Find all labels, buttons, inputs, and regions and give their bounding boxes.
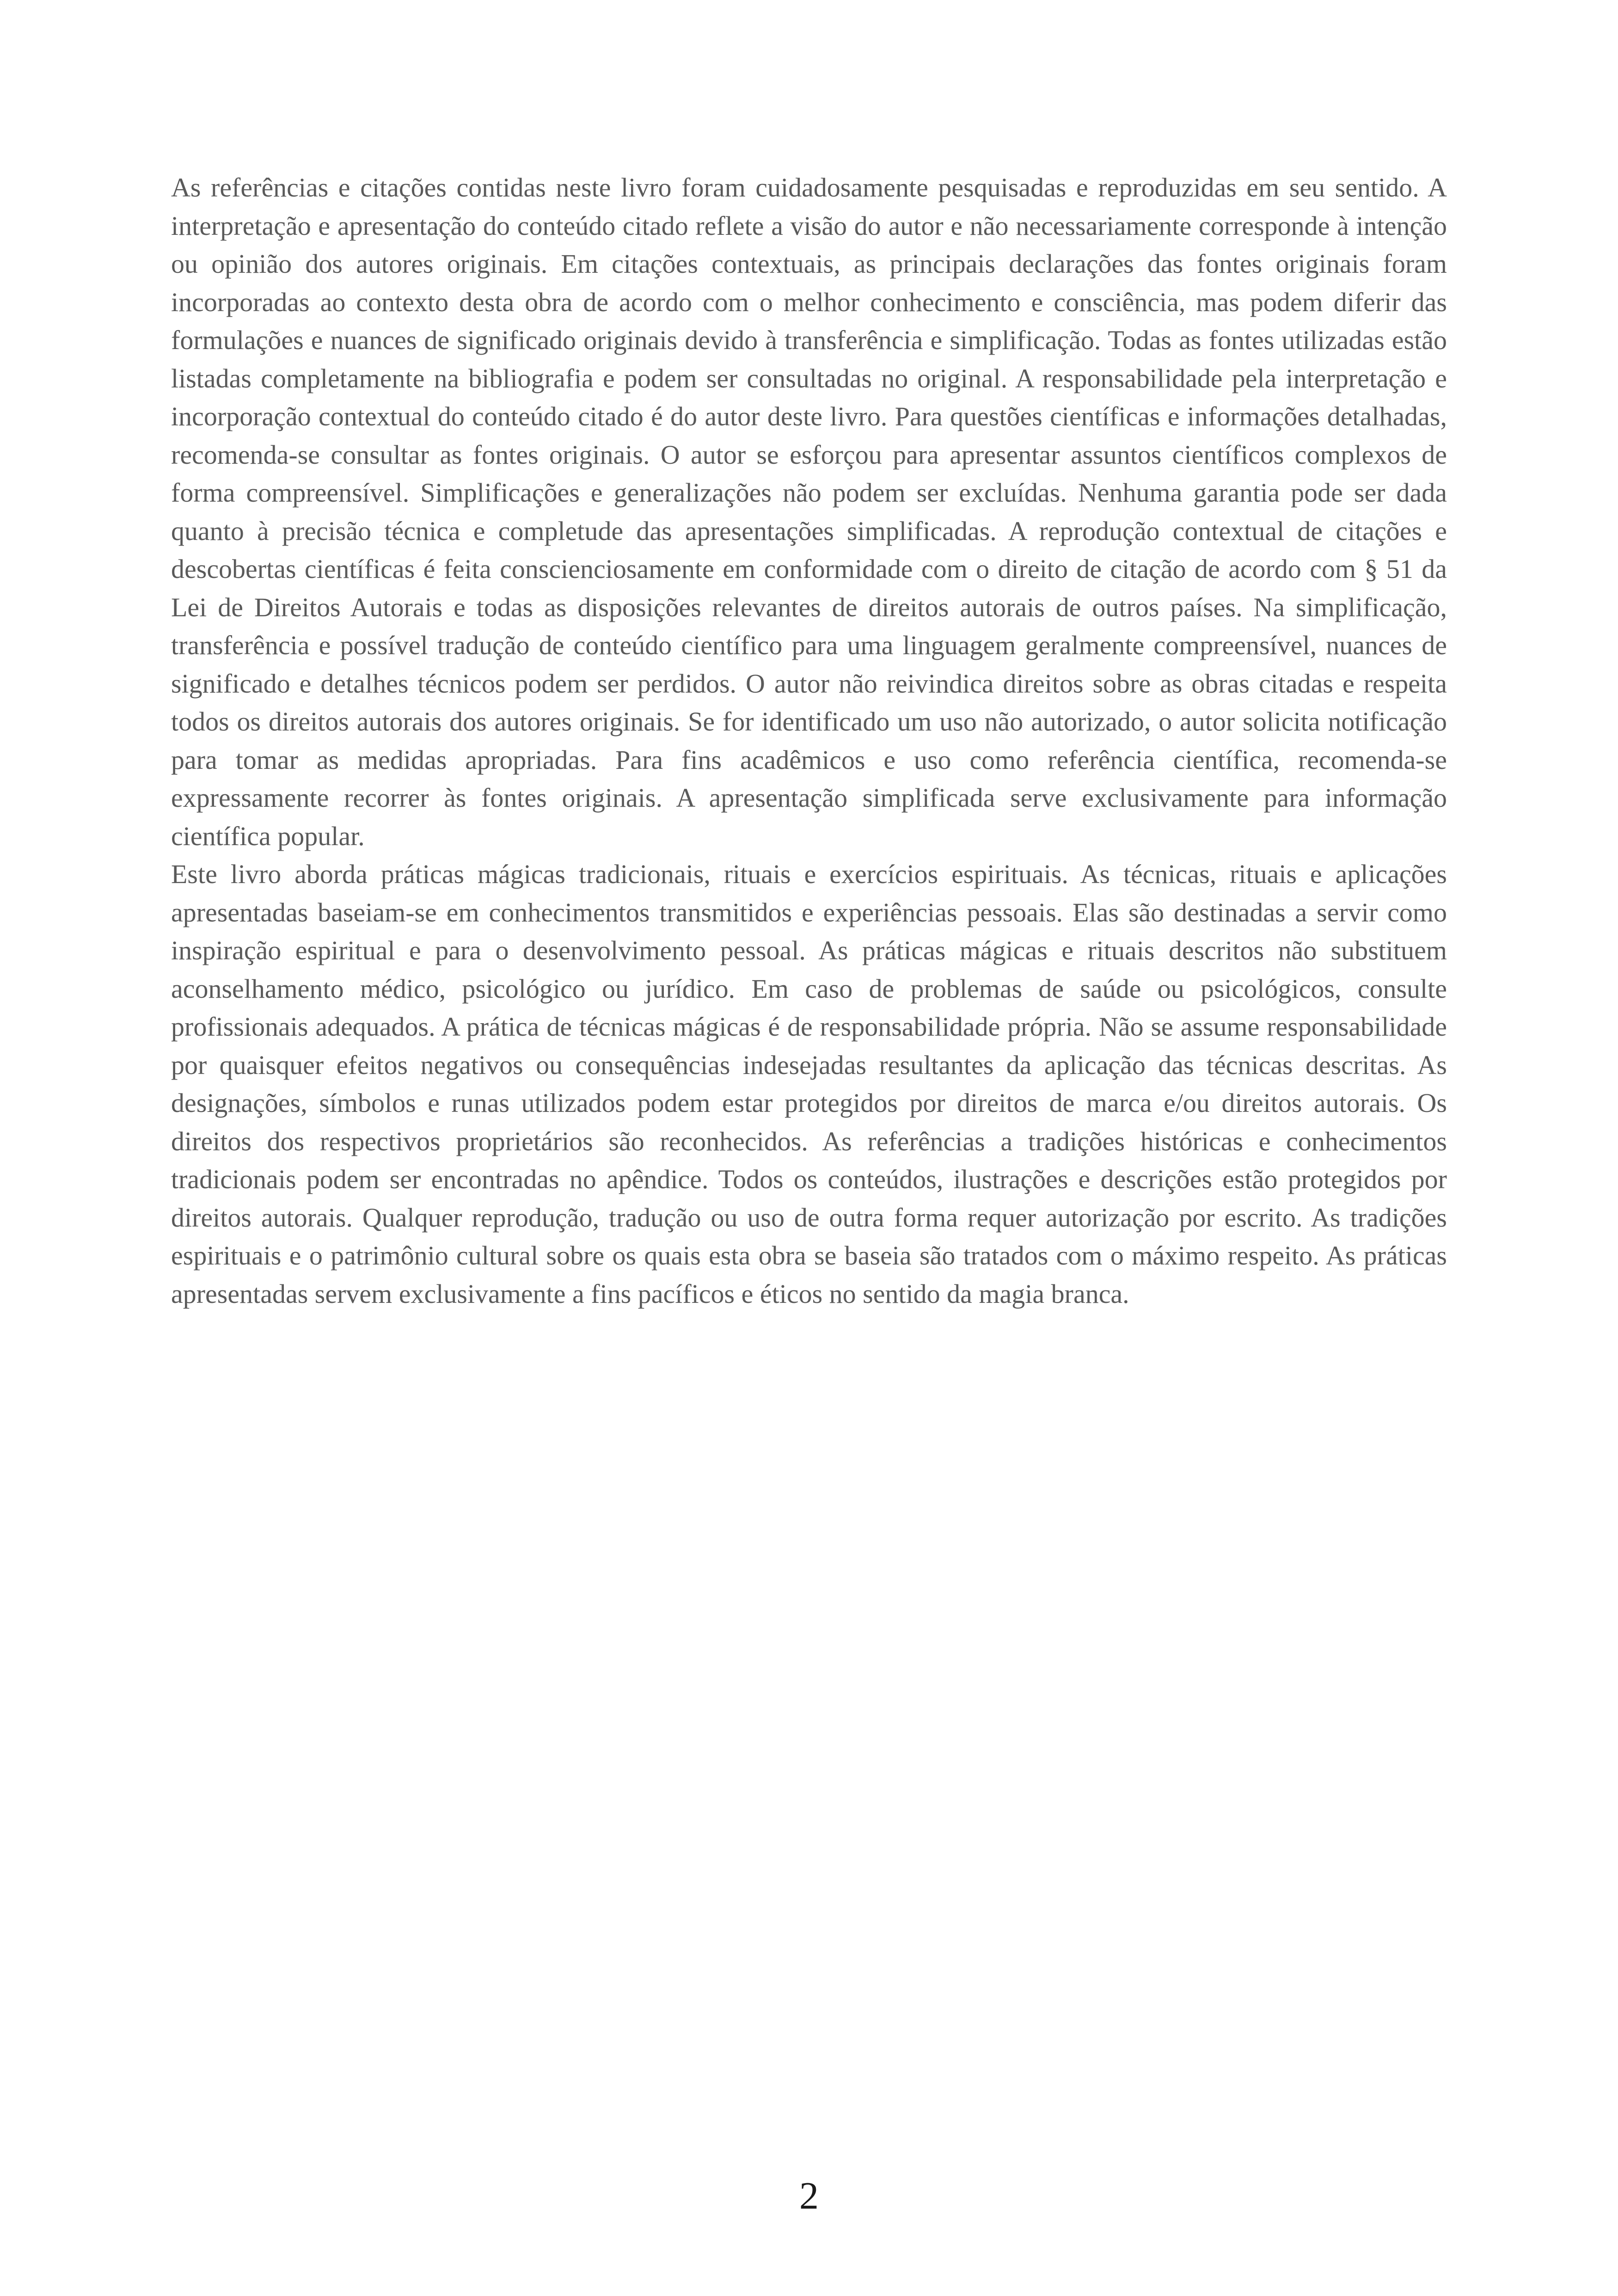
page-number: 2 <box>799 2174 819 2217</box>
paragraph-magic-practices-disclaimer: Este livro aborda práticas mágicas tradicionais, rituais e exercícios espirituais. As técnicas, rituais e aplicações apresentadas baseiam-se em conhecimentos transmitidos e experiências pessoais. Elas são destinadas a servir como inspiração espiritual e para o desenvolvimento pessoal. As práticas mágicas e rituais descritos não substituem aconselhamento médico, psicológico ou jurídico. Em caso de problemas de saúde ou psicológicos, consulte profissionais adequados. A prática de técnicas mágicas é de responsabilidade própria. Não se assume responsabilidade por quaisquer efeitos negativos ou consequências indesejadas resultantes da aplicação das técnicas descritas. As designações, símbolos e runas utilizados podem estar protegidos por direitos de marca e/ou direitos autorais. Os direitos dos respectivos proprietários são reconhecidos. As referências a tradições históricas e conhecimentos tradicionais podem ser encontradas no apêndice. Todos os conteúdos, ilustrações e descrições estão protegidos por direitos autorais. Qualquer reprodução, tradução ou uso de outra forma requer autorização por escrito. As tradições espirituais e o patrimônio cultural sobre os quais esta obra se baseia são tratados com o máximo respeito. As práticas apresentadas servem exclusivamente a fins pacíficos e éticos no sentido da magia branca. <box>171 859 1447 1309</box>
disclaimer-text-block <box>171 169 1447 1313</box>
paragraph-citations-disclaimer: As referências e citações contidas neste livro foram cuidadosamente pesquisadas e reproduzidas em seu sentido. A interpretação e apresentação do conteúdo citado reflete a visão do autor e não necessariamente corresponde à intenção ou opinião dos autores originais. Em citações contextuais, as principais declarações das fontes originais foram incorporadas ao contexto desta obra de acordo com o melhor conhecimento e consciência, mas podem diferir das formulações e nuances de significado originais devido à transferência e simplificação. Todas as fontes utilizadas estão listadas completamente na bibliografia e podem ser consultadas no original. A responsabilidade pela interpretação e incorporação contextual do conteúdo citado é do autor deste livro. Para questões científicas e informações detalhadas, recomenda-se consultar as fontes originais. O autor se esforçou para apresentar assuntos científicos complexos de forma compreensível. Simplificações e generalizações não podem ser excluídas. Nenhuma garantia pode ser dada quanto à precisão técnica e completude das apresentações simplificadas. A reprodução contextual de citações e descobertas científicas é feita conscienciosamente em conformidade com o direito de citação de acordo com § 51 da Lei de Direitos Autorais e todas as disposições relevantes de direitos autorais de outros países. Na simplificação, transferência e possível tradução de conteúdo científico para uma linguagem geralmente compreensível, nuances de significado e detalhes técnicos podem ser perdidos. O autor não reivindica direitos sobre as obras citadas e respeita todos os direitos autorais dos autores originais. Se for identificado um uso não autorizado, o autor solicita notificação para tomar as medidas apropriadas. Para fins acadêmicos e uso como referência científica, recomenda-se expressamente recorrer às fontes originais. A apresentação simplificada serve exclusivamente para informação científica popular. <box>171 172 1447 851</box>
